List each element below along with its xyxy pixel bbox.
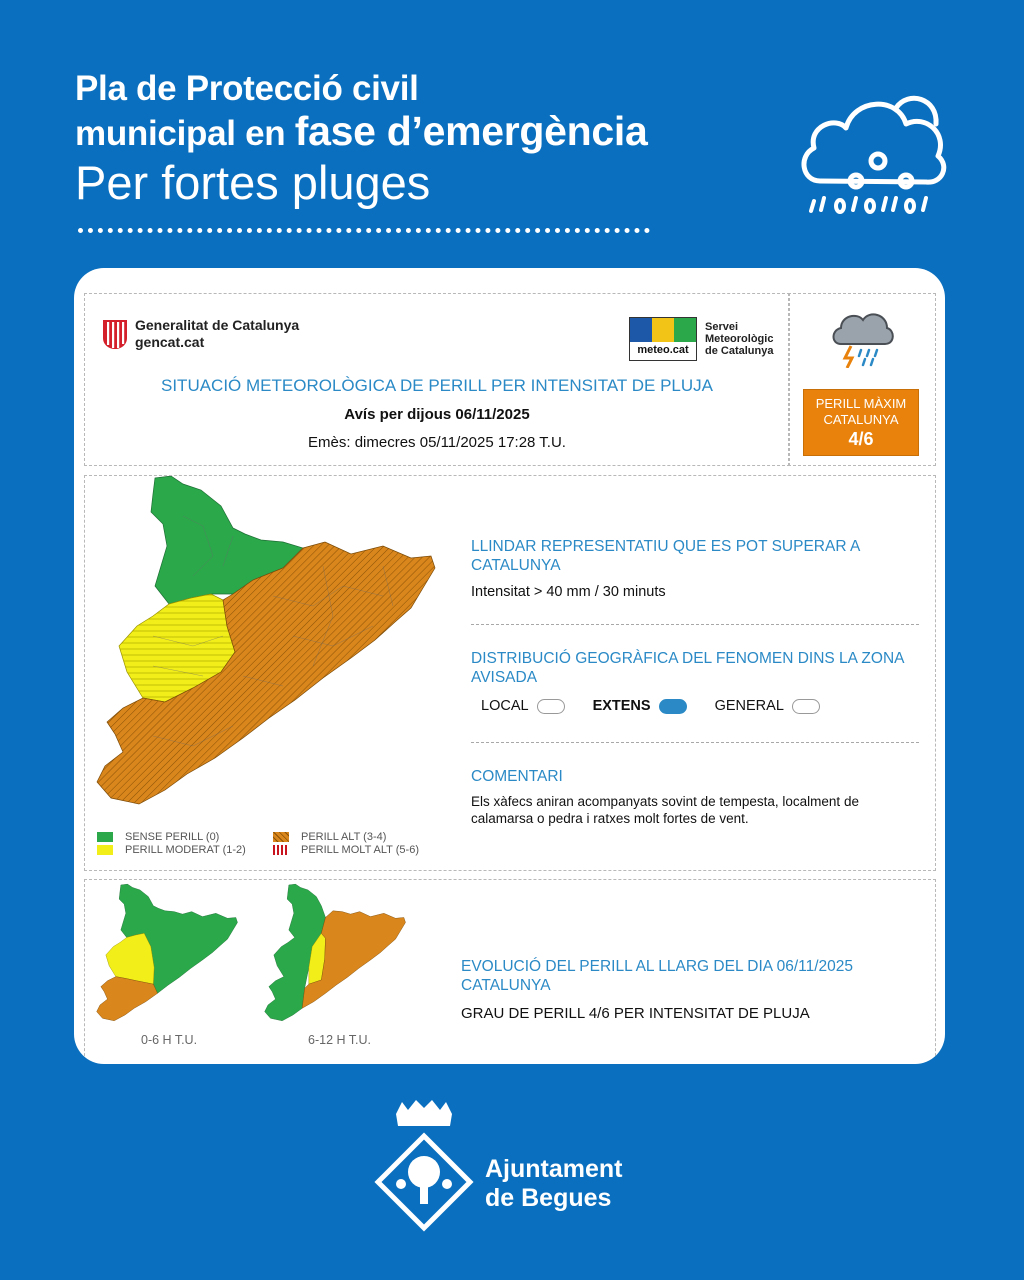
issued-date: Emès: dimecres 05/11/2025 17:28 T.U. — [308, 434, 566, 451]
max-danger-label-1: PERILL MÀXIM — [815, 396, 907, 411]
headline — [75, 68, 647, 211]
gencat-name: Generalitat de Catalunya — [135, 317, 300, 333]
gencat-shield-icon — [101, 318, 129, 350]
legend-item — [97, 844, 246, 856]
map-6-12h — [263, 882, 413, 1030]
map-0-6h-label: 0-6 H T.U. — [141, 1033, 198, 1047]
begues-emblem-icon — [374, 1100, 474, 1236]
distribution-title: DISTRIBUCIÓ GEOGRÀFICA DEL FENOMEN DINS LA ZONA AVISADA — [471, 650, 904, 686]
headline-line-2 — [75, 110, 647, 155]
begues-line-1: Ajuntament — [485, 1155, 623, 1183]
threshold-title: LLINDAR REPRESENTATIU QUE ES POT SUPERAR A CATALUNYA — [471, 538, 860, 574]
option-local-label: LOCAL — [481, 698, 529, 714]
section-divider — [471, 742, 919, 743]
legend-swatch — [273, 845, 289, 855]
comment-text: Els xàfecs aniran acompanyats sovint de tempesta, localment de calamarsa o pedra i ratxes molt fortes de vent. — [471, 794, 859, 826]
evolution-text: GRAU DE PERILL 4/6 PER INTENSITAT DE PLUJA — [461, 1005, 810, 1022]
bulletin-title: SITUACIÓ METEOROLÒGICA DE PERILL PER INTENSITAT DE PLUJA — [161, 376, 713, 395]
legend-label: SENSE PERILL (0) — [125, 831, 220, 843]
evolution-title: EVOLUCIÓ DEL PERILL AL LLARG DEL DIA 06/11/2025 CATALUNYA — [461, 958, 854, 994]
option-extens-toggle[interactable] — [659, 699, 687, 714]
legend-swatch — [273, 832, 289, 842]
legend-swatch — [97, 832, 113, 842]
option-extens-label: EXTENS — [592, 698, 651, 714]
headline-line-1: Pla de Protecció civil — [75, 69, 419, 108]
warning-bulletin-card — [74, 268, 945, 1064]
meteocat-logo-text: meteo.cat — [637, 344, 689, 356]
map-6-12h-label: 6-12 H T.U. — [308, 1033, 371, 1047]
comment-title: COMENTARI — [471, 768, 563, 785]
max-danger-value: 4/6 — [848, 429, 874, 449]
warning-date: Avís per dijous 06/11/2025 — [344, 406, 530, 423]
section-divider — [471, 624, 919, 625]
max-danger-panel — [788, 293, 936, 466]
bulletin-header-panel — [84, 293, 790, 466]
headline-line-3: Per fortes pluges — [75, 156, 431, 209]
meteocat-name-2: Meteorològic — [705, 333, 774, 345]
legend-swatch — [97, 845, 113, 855]
distribution-options — [481, 698, 848, 714]
threshold-text: Intensitat > 40 mm / 30 minuts — [471, 584, 666, 600]
meteocat-name-1: Servei — [705, 321, 739, 333]
legend-item — [97, 831, 219, 843]
legend-label: PERILL MOLT ALT (5-6) — [301, 844, 419, 856]
gencat-logo — [101, 317, 299, 351]
meteocat-logo — [629, 317, 773, 361]
headline-line-2-prefix: municipal en — [75, 114, 286, 153]
option-general-toggle[interactable] — [792, 699, 820, 714]
legend-item — [273, 831, 386, 843]
option-general-label: GENERAL — [714, 698, 784, 714]
map-panel — [84, 475, 936, 871]
begues-logo-text — [485, 1155, 623, 1213]
legend-label: PERILL MODERAT (1-2) — [125, 844, 246, 856]
map-0-6h — [95, 882, 245, 1030]
rain-cloud-icon — [798, 86, 953, 221]
max-danger-label-2: CATALUNYA — [823, 412, 899, 427]
begues-line-2: de Begues — [485, 1184, 612, 1212]
thunderstorm-icon — [829, 306, 897, 368]
legend-item — [273, 844, 419, 856]
gencat-site: gencat.cat — [135, 334, 205, 350]
meteocat-emblem — [629, 317, 697, 361]
meteocat-name-3: de Catalunya — [705, 345, 774, 357]
evolution-panel — [84, 879, 936, 1064]
catalonia-danger-map — [93, 476, 453, 821]
legend-label: PERILL ALT (3-4) — [301, 831, 387, 843]
dotted-divider — [78, 228, 650, 233]
headline-emphasis: fase d’emergència — [294, 108, 648, 154]
option-local-toggle[interactable] — [537, 699, 565, 714]
max-danger-badge — [803, 389, 919, 456]
